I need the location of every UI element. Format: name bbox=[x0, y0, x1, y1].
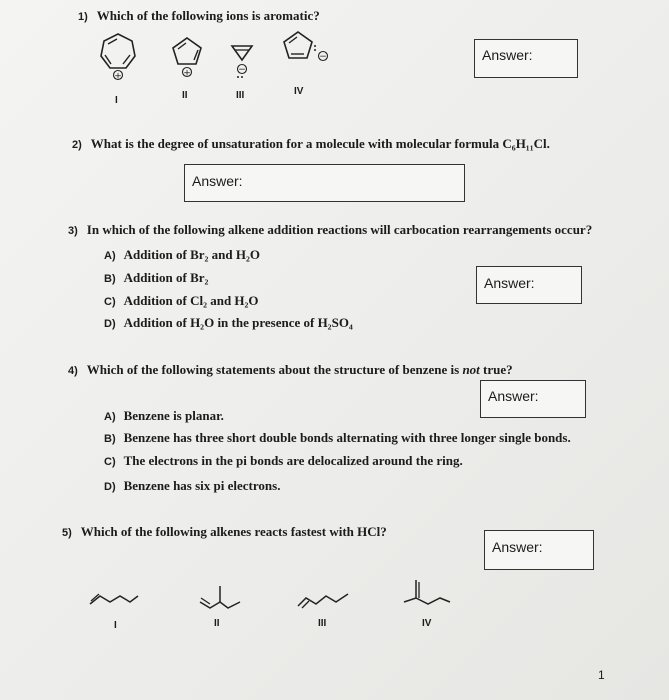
alkene-label-iii: III bbox=[318, 618, 327, 629]
q3-option-c[interactable]: C) Addition of Cl₂ and H₂O bbox=[104, 293, 259, 308]
molecule-iv-cyclopentadienyl-anion bbox=[282, 28, 332, 66]
alkene-iv bbox=[402, 576, 452, 612]
page-number: 1 bbox=[598, 668, 605, 682]
question-3-number: 3) bbox=[68, 225, 78, 237]
question-4-number: 4) bbox=[68, 365, 78, 377]
question-4-text-after: true? bbox=[479, 362, 513, 377]
question-5-number: 5) bbox=[62, 527, 72, 539]
question-1 bbox=[78, 8, 320, 24]
molecule-label-i: I bbox=[115, 95, 118, 106]
question-2-number: 2) bbox=[72, 139, 82, 151]
question-2-text: What is the degree of unsaturation for a molecule with molecular formula C₆H₁₁Cl. bbox=[90, 136, 550, 151]
q3-option-a[interactable]: A) Addition of Br₂ and H₂O bbox=[104, 247, 260, 262]
alkene-label-ii: II bbox=[214, 618, 220, 629]
answer-box-q3[interactable]: Answer: bbox=[476, 266, 582, 304]
q3-option-b[interactable]: B) Addition of Br₂ bbox=[104, 270, 209, 285]
molecule-label-iv: IV bbox=[294, 86, 304, 97]
question-5 bbox=[62, 524, 387, 540]
svg-text:+: + bbox=[183, 68, 191, 79]
svg-text:+: + bbox=[114, 71, 122, 82]
q4-option-c[interactable]: C) The electrons in the pi bonds are delocalized around the ring. bbox=[104, 453, 463, 468]
molecule-ii-cyclopentadienyl-cation bbox=[169, 34, 205, 80]
molecule-iii-cyclopropenyl-anion bbox=[226, 40, 258, 84]
answer-box-q1[interactable]: Answer: bbox=[474, 39, 578, 78]
question-5-text: Which of the following alkenes reacts fastest with HCl? bbox=[80, 524, 387, 539]
molecule-label-iii: III bbox=[236, 90, 245, 101]
q3-option-d[interactable]: D) Addition of H₂O in the presence of H₂SO₄ bbox=[104, 315, 353, 330]
alkene-label-iv: IV bbox=[422, 618, 432, 629]
svg-text:−: − bbox=[319, 52, 327, 62]
answer-box-q2[interactable]: Answer: bbox=[184, 164, 465, 202]
alkene-label-i: I bbox=[114, 620, 117, 631]
question-3 bbox=[68, 222, 592, 238]
svg-text:−: − bbox=[238, 65, 246, 75]
question-4-text-before: Which of the following statements about the structure of benzene is bbox=[86, 362, 463, 377]
answer-box-q4[interactable]: Answer: bbox=[480, 380, 586, 418]
alkene-ii bbox=[198, 578, 246, 616]
q4-option-b[interactable]: B) Benzene has three short double bonds alternating with three longer single bonds. bbox=[104, 430, 571, 445]
question-1-number: 1) bbox=[78, 11, 88, 23]
alkene-iii bbox=[296, 588, 352, 612]
question-4-text-emphasis: not bbox=[462, 362, 480, 377]
molecule-label-ii: II bbox=[182, 90, 188, 101]
molecule-i-cycloheptatrienyl-cation bbox=[96, 30, 140, 82]
q4-option-d[interactable]: D) Benzene has six pi electrons. bbox=[104, 478, 281, 493]
question-1-text: Which of the following ions is aromatic? bbox=[96, 8, 320, 23]
question-2 bbox=[72, 136, 550, 152]
answer-box-q5[interactable]: Answer: bbox=[484, 530, 594, 570]
alkene-i bbox=[88, 588, 140, 610]
question-3-text: In which of the following alkene addition reactions will carbocation rearrangements occur? bbox=[86, 222, 593, 237]
q4-option-a[interactable]: A) Benzene is planar. bbox=[104, 408, 224, 423]
question-4 bbox=[68, 362, 513, 378]
